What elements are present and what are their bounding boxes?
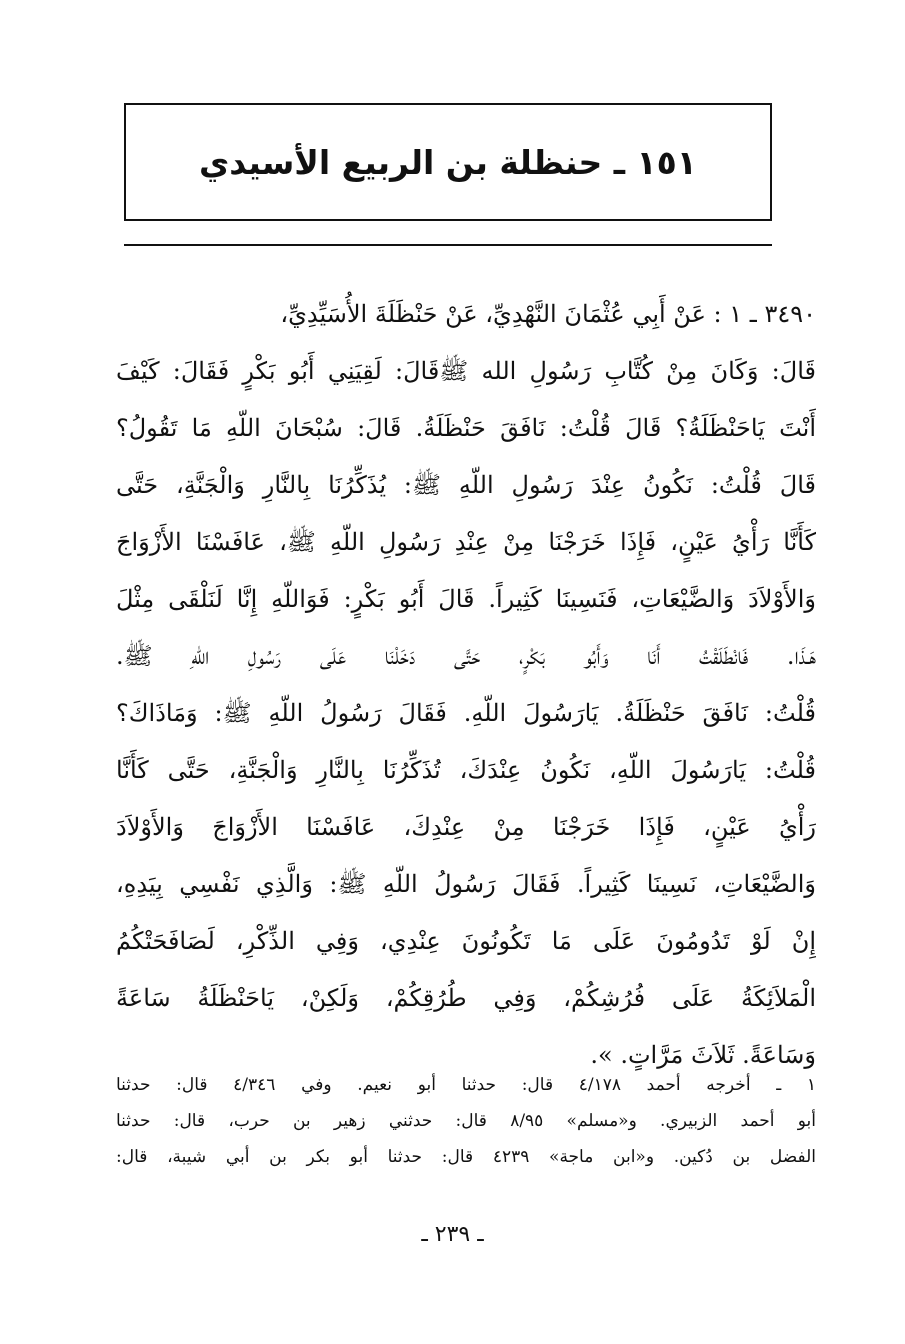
text-line: كَأَنَّا رَأْيُ عَيْنٍ، فَإِذَا خَرَجْنَا مِنْ عِنْدِ رَسُولِ اللّهِ ﷺ، عَافَسْنَا الأَزْوَاجَ [116,528,816,556]
text-line: رَأْيُ عَيْنٍ، فَإِذَا خَرَجْنَا مِنْ عِنْدِكَ، عَافَسْنَا الأَزْوَاجَ وَالأَوْلاَدَ [116,813,816,841]
text-line: الْمَلاَئِكَةُ عَلَى فُرُشِكُمْ، وَفِي طُرُقِكُمْ، وَلَكِنْ، يَاحَنْظَلَةُ سَاعَةً [116,984,816,1012]
footnote-line: ١ ـ أخرجه أحمد ٤/١٧٨ قال: حدثنا أبو نعيم. وفي ٤/٣٤٦ قال: حدثنا [116,1075,816,1095]
text-line: إِنْ لَوْ تَدُومُونَ عَلَى مَا تَكُونُونَ عِنْدِي، وَفِي الذِّكْرِ، لَصَافَحَتْكُمُ [116,927,816,955]
text-line: قَالَ قُلْتُ: نَكُونُ عِنْدَ رَسُولِ اللّهِ ﷺ: يُذَكِّرُنَا بِالنَّارِ وَالْجَنَّةِ، حَتَّى [116,471,816,499]
footnotes [116,1067,816,1175]
text-line: وَسَاعَةً. ثَلاَثَ مَرَّاتٍ. ». [590,1041,816,1069]
text-line: أَنْتَ يَاحَنْظَلَةُ؟ قَالَ قُلْتُ: نَافَقَ حَنْظَلَةُ. قَالَ: سُبْحَانَ اللّهِ مَا تَقُولُ؟ [116,414,816,442]
text-line: قُلْتُ: نَافَقَ حَنْظَلَةُ. يَارَسُولَ اللّهِ. فَقَالَ رَسُولُ اللّهِ ﷺ: وَمَاذَاكَ؟ [116,699,816,727]
page-number: ـ ٢٣٩ ـ [421,1222,484,1247]
text-line: ٣٤٩٠ ـ ١ : عَنْ أَبِي عُثْمَانَ النَّهْدِيِّ، عَنْ حَنْظَلَةَ الأُسَيِّدِيِّ، [280,300,816,328]
footnote-line: أبو أحمد الزبيري. و«مسلم» ٨/٩٥ قال: حدثني زهير بن حرب، قال: حدثنا [116,1111,816,1131]
text-line: وَالضَّيْعَاتِ، نَسِينَا كَثِيراً. فَقَالَ رَسُولُ اللّهِ ﷺ: وَالَّذِي نَفْسِي بِيَدِهِ، [116,870,816,898]
chapter-title-box [124,103,772,221]
hadith-text [116,286,816,1084]
text-line: هَـذَا. فَانْطَلَقْتُ أَنَا وَأَبُو بَكْرٍ، حَتَّى دَخَلْنَا عَلَى رَسُولِ اللّهِ ﷺ. [116,642,816,670]
footnote-line: الفضل بن دُكين. و«ابن ماجة» ٤٢٣٩ قال: حدثنا أبو بكر بن أبي شيبة، قال: [116,1147,816,1167]
text-line: وَالأَوْلاَدَ وَالضَّيْعَاتِ، فَنَسِينَا كَثِيراً. قَالَ أَبُو بَكْرٍ: فَوَاللّهِ إِنَّا لَنَلْقَى مِثْلَ [116,585,816,613]
text-line: قُلْتُ: يَارَسُولَ اللّهِ، نَكُونُ عِنْدَكَ، تُذَكِّرُنَا بِالنَّارِ وَالْجَنَّةِ، حَتَّى كَأَنَّا [116,756,816,784]
text-line: قَالَ: وَكَانَ مِنْ كُتَّابِ رَسُولِ الله ﷺقَالَ: لَقِيَنِي أَبُو بَكْرٍ فَقَالَ: كَيْفَ [116,357,816,385]
header-rule [124,244,772,246]
chapter-title: ١٥١ ـ حنظلة بن الربيع الأسيدي [199,142,697,182]
